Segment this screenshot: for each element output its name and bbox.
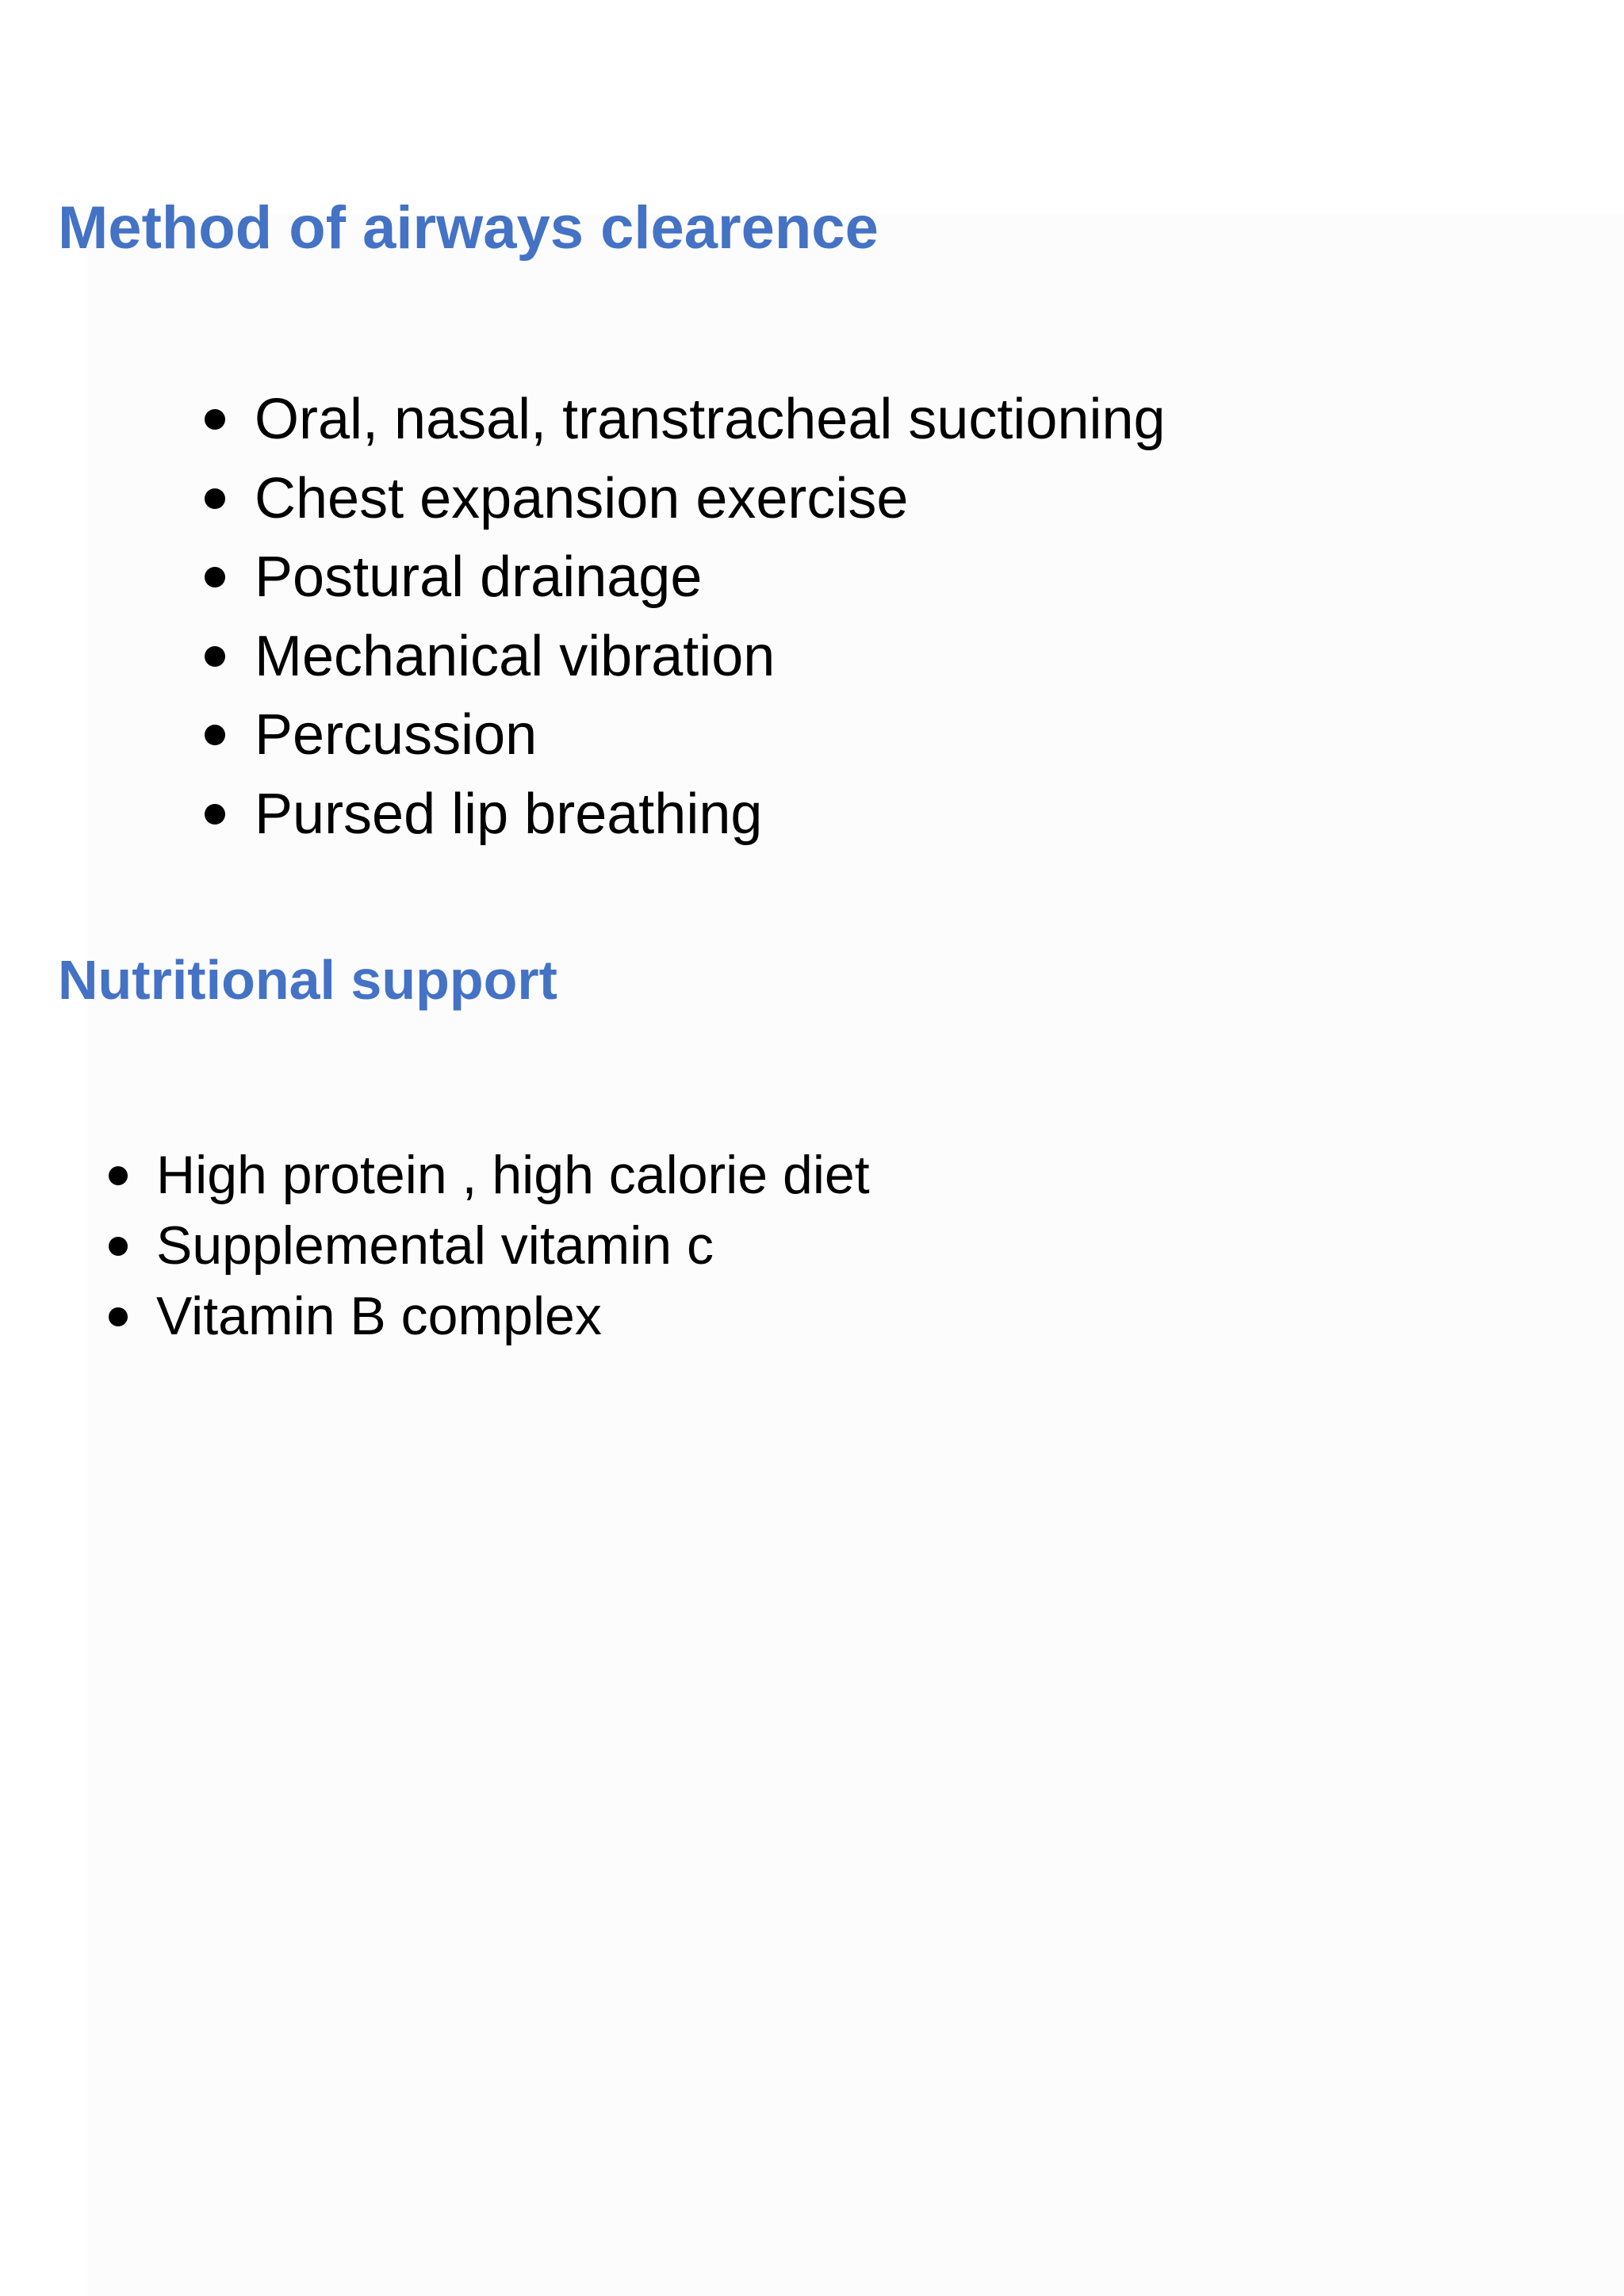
list-item [255, 622, 1166, 701]
airways-clearance-list [255, 385, 1166, 859]
list-item-text: Chest expansion exercise [255, 466, 909, 530]
bullet-icon [109, 1307, 128, 1326]
list-item-text: Supplemental vitamin c [156, 1215, 714, 1276]
list-item-text: Vitamin B complex [156, 1286, 602, 1346]
list-item-text: Mechanical vibration [255, 624, 776, 688]
list-item-text: Percussion [255, 703, 538, 767]
list-item [255, 779, 1166, 859]
list-item [255, 542, 1166, 622]
bullet-icon [109, 1237, 128, 1256]
section-heading-airways-clearance: Method of airways clearence [58, 194, 879, 262]
list-item-text: Pursed lip breathing [255, 782, 763, 846]
list-item-text: Postural drainage [255, 545, 703, 610]
list-item [255, 700, 1166, 779]
bullet-icon [205, 567, 225, 587]
section-heading-nutritional-support: Nutritional support [58, 949, 557, 1011]
list-item [156, 1284, 870, 1354]
bullet-icon [205, 804, 225, 825]
list-item [156, 1213, 870, 1284]
list-item [255, 464, 1166, 543]
list-item-text: Oral, nasal, transtracheal suctioning [255, 388, 1166, 451]
list-item-text: High protein , high calorie diet [156, 1145, 870, 1205]
bullet-icon [109, 1166, 128, 1185]
bullet-icon [205, 646, 225, 667]
nutritional-support-list [156, 1142, 870, 1354]
bullet-icon [205, 409, 225, 430]
bullet-icon [205, 488, 225, 509]
list-item [255, 385, 1166, 464]
list-item [156, 1142, 870, 1213]
